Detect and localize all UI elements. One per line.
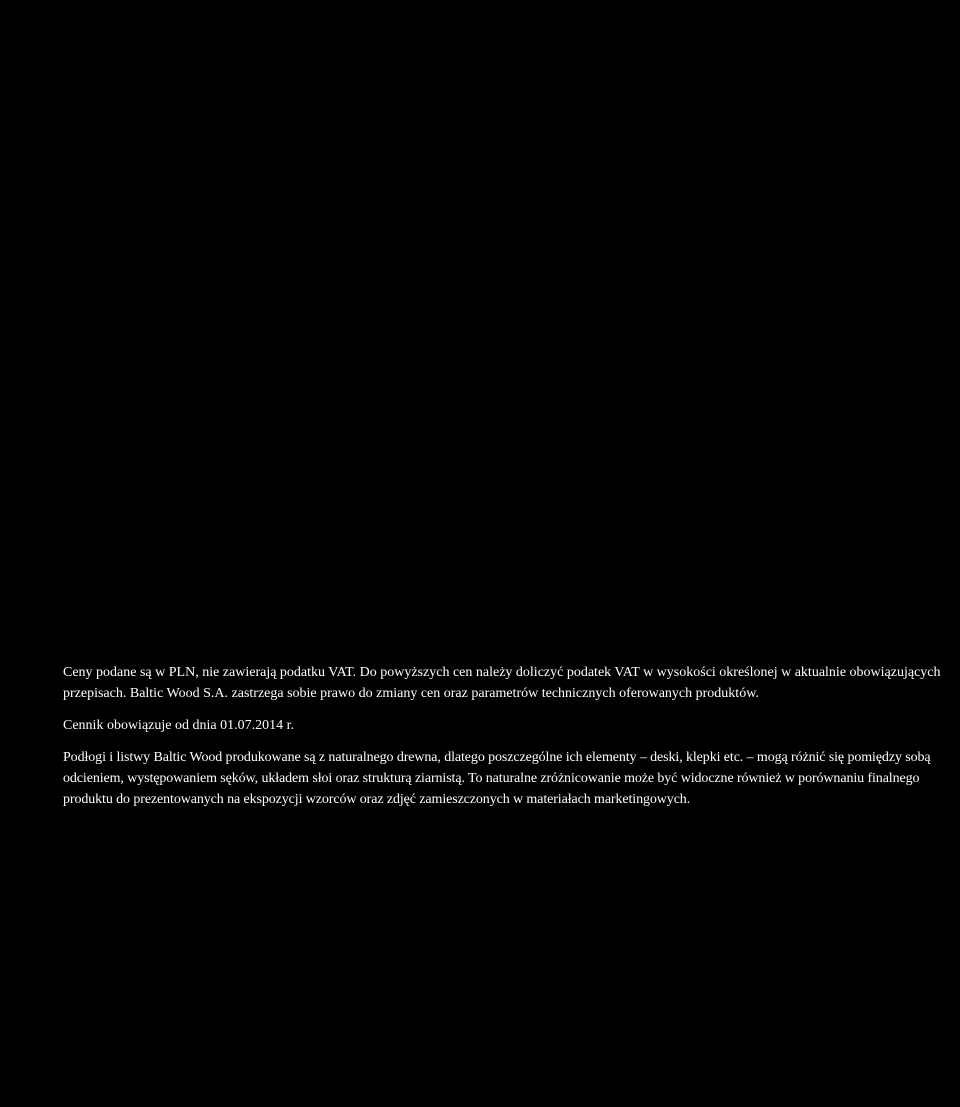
validity-date-paragraph: Cennik obowiązuje od dnia 01.07.2014 r.	[63, 718, 294, 733]
natural-wood-disclaimer-paragraph: Podłogi i listwy Baltic Wood produkowane są z naturalnego drewna, dlatego poszczególne ich elementy – deski, klepki etc. – mogą różnić się pomiędzy sobą odcieniem, występowaniem sęków, układem słoi oraz strukturą ziarnistą. To naturalne zróżnicowanie może być widoczne również w porównaniu finalnego produktu do prezentowanych na ekspozycji wzorców oraz zdjęć zamieszczonych w materiałach marketingowych.	[63, 750, 931, 807]
price-list-notes	[63, 662, 958, 810]
vat-notice-paragraph: Ceny podane są w PLN, nie zawierają podatku VAT. Do powyższych cen należy doliczyć podatek VAT w wysokości określonej w aktualnie obowiązujących przepisach. Baltic Wood S.A. zastrzega sobie prawo do zmiany cen oraz parametrów technicznych oferowanych produktów.	[63, 665, 941, 701]
